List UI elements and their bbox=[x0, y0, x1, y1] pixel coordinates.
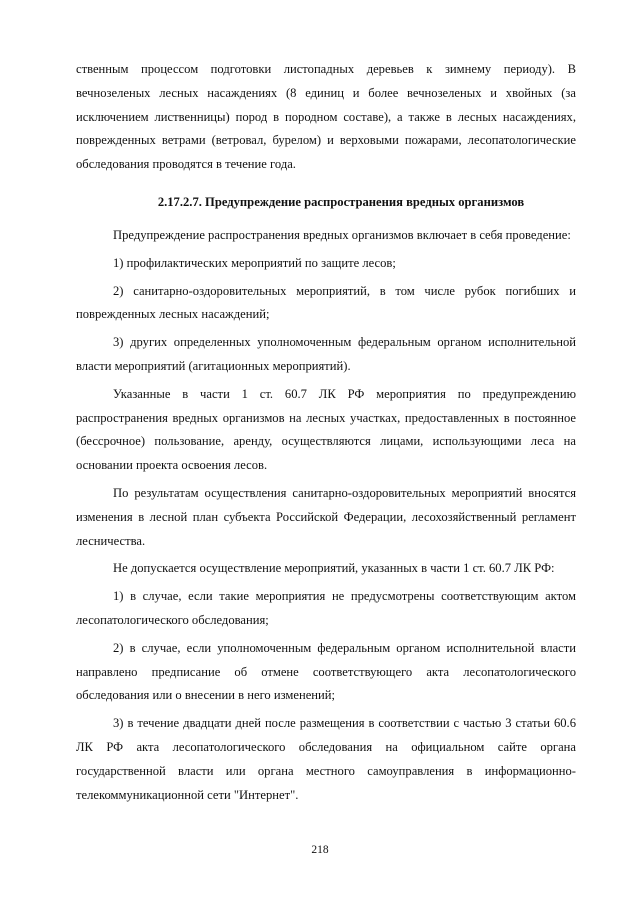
paragraph-10: 3) в течение двадцати дней после размещения в соответствии с частью 3 статьи 60.6 ЛК РФ акта лесопатологического обследования на официальном сайте органа государственной власти или органа местного самоуправления в информационно-телекоммуникационной сети "Интернет". bbox=[76, 716, 576, 802]
page-number: 218 bbox=[311, 844, 329, 856]
section-heading: 2.17.2.7. Предупреждение распространения вредных организмов bbox=[157, 194, 525, 209]
paragraph-4: 3) других определенных уполномоченным федеральным органом исполнительной власти мероприятий (агитационных мероприятий). bbox=[76, 335, 576, 373]
paragraph-1: Предупреждение распространения вредных организмов включает в себя проведение: bbox=[113, 227, 571, 242]
paragraph-9: 2) в случае, если уполномоченным федеральным органом исполнительной власти направлено предписание об отмене соответствующего акта лесопатологического обследования или о внесении в него изменений; bbox=[76, 640, 576, 703]
paragraph-6: По результатам осуществления санитарно-оздоровительных мероприятий вносятся изменения в лесной план субъекта Российской Федерации, лесохозяйственный регламент лесничества. bbox=[76, 485, 576, 548]
paragraph-3: 2) санитарно-оздоровительных мероприятий, в том числе рубок погибших и поврежденных лесных насаждений; bbox=[76, 283, 576, 322]
paragraph-2: 1) профилактических мероприятий по защите лесов; bbox=[113, 255, 396, 270]
document-page bbox=[76, 58, 576, 807]
paragraph-5: Указанные в части 1 ст. 60.7 ЛК РФ мероприятия по предупреждению распространения вредных организмов на лесных участках, предоставленных в постоянное (бессрочное) пользование, аренду, осуществляются лицами, использующими леса на основании проекта освоения лесов. bbox=[76, 386, 576, 473]
paragraph-7: Не допускается осуществление мероприятий, указанных в части 1 ст. 60.7 ЛК РФ: bbox=[113, 561, 555, 576]
paragraph-8: 1) в случае, если такие мероприятия не предусмотрены соответствующим актом лесопатологического обследования; bbox=[76, 589, 576, 627]
intro-paragraph: ственным процессом подготовки листопадных деревьев к зимнему периоду). В вечнозеленых лесных насаждениях (8 единиц и более вечнозеленых и хвойных (за исключением лиственницы) пород в породном составе), а также в лесных насаждениях, поврежденных ветрами (ветровал, бурелом) и верховыми пожарами, лесопатологические обследования проводятся в течение года. bbox=[76, 62, 576, 172]
